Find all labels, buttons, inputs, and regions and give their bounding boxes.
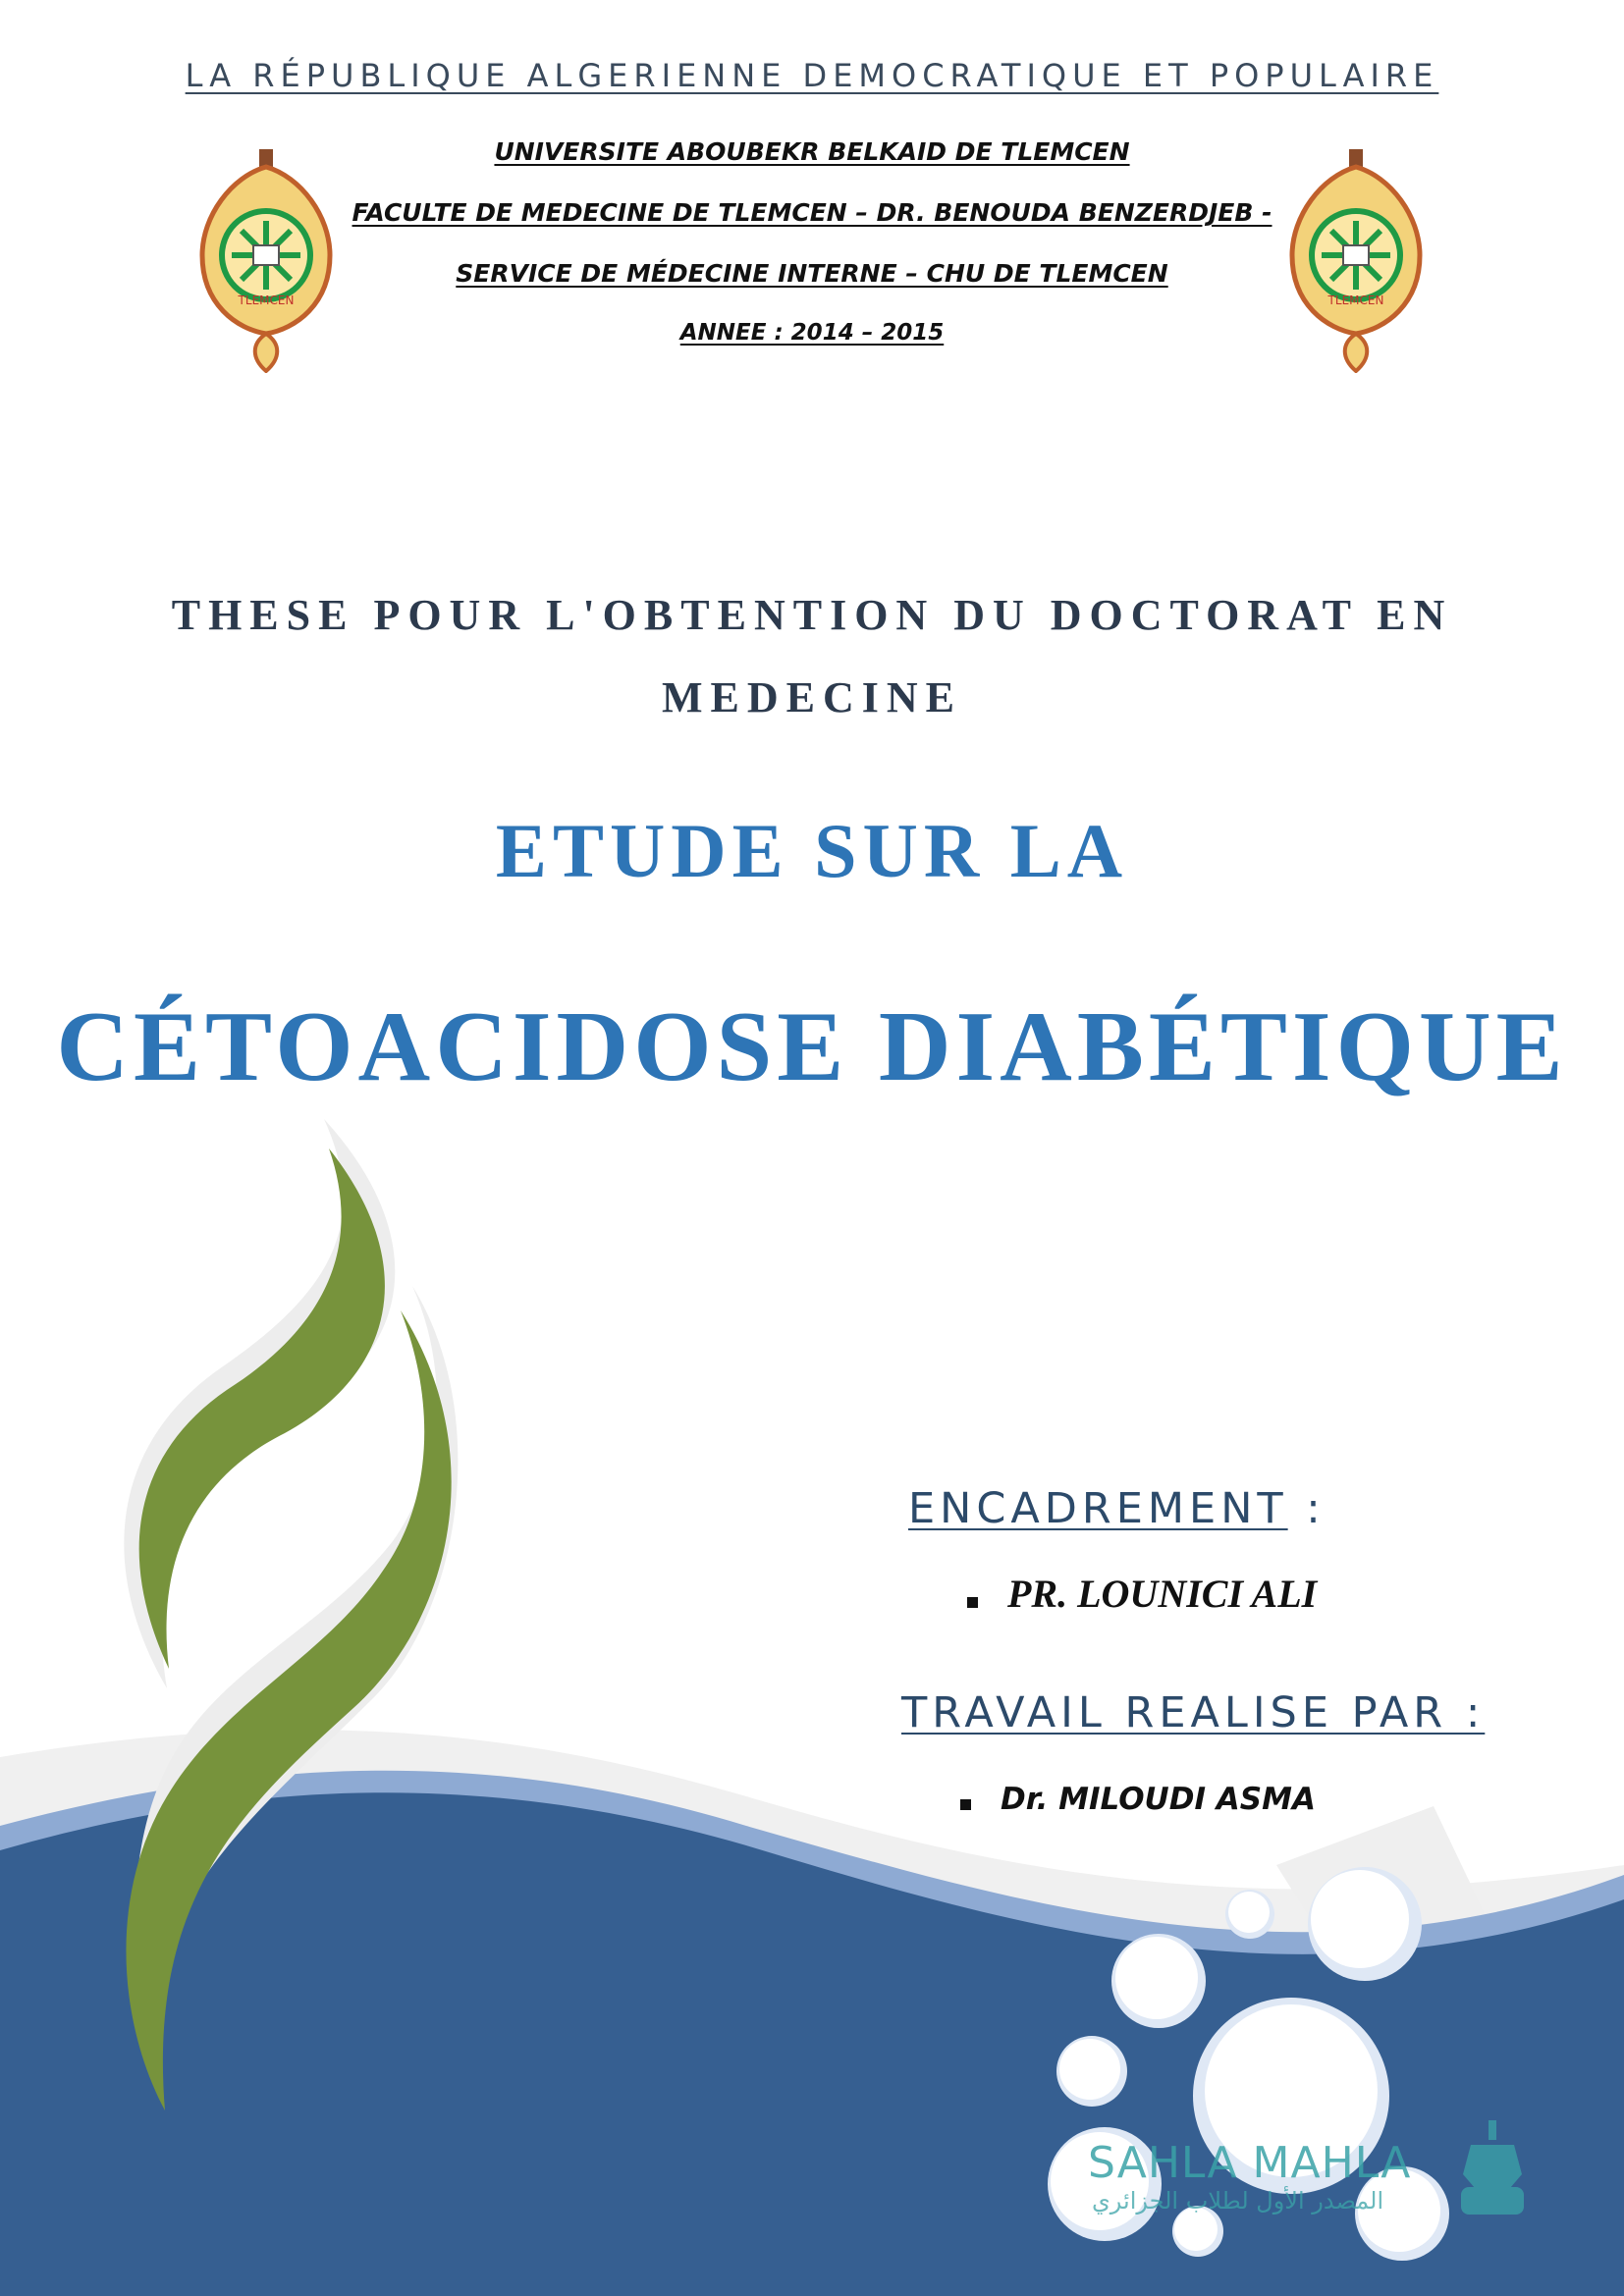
republic-heading: LA RÉPUBLIQUE ALGERIENNE DEMOCRATIQUE ET POPULAIRE <box>185 57 1439 94</box>
title-line-1: ETUDE SUR LA <box>495 808 1129 893</box>
academic-year: ANNEE : 2014 – 2015 <box>679 320 945 346</box>
thesis-heading <box>98 574 1526 739</box>
faculty-name: FACULTE DE MEDECINE DE TLEMCEN – DR. BENOUDA BENZERDJEB - <box>352 198 1272 227</box>
bullet-icon <box>967 1597 978 1608</box>
watermark-brand: SAHLA MAHLA <box>1088 2138 1412 2188</box>
university-seal-left <box>192 147 340 373</box>
author-item <box>960 1782 1316 1817</box>
university-seal-right <box>1282 147 1430 373</box>
service-name: SERVICE DE MÉDECINE INTERNE – CHU DE TLEMCEN <box>456 259 1168 288</box>
author-name: Dr. MILOUDI ASMA <box>1001 1782 1316 1817</box>
thesis-line-2: MEDECINE <box>661 673 963 721</box>
svg-text:TLEMCEN: TLEMCEN <box>1327 294 1384 307</box>
supervisor-name: PR. LOUNICI ALI <box>1007 1572 1318 1616</box>
svg-text:TLEMCEN: TLEMCEN <box>238 294 295 307</box>
author-label: TRAVAIL REALISE PAR : <box>901 1688 1486 1737</box>
thesis-line-1: THESE POUR L'OBTENTION DU DOCTORAT EN <box>171 591 1453 639</box>
watermark-subtitle: المصدر الأول لطلاب الجزائري <box>1092 2187 1384 2215</box>
supervisor-item <box>967 1571 1317 1617</box>
title-line-2: CÉTOACIDOSE DIABÉTIQUE <box>56 991 1568 1102</box>
bullet-icon <box>960 1799 971 1810</box>
supervision-label: ENCADREMENT : <box>908 1484 1326 1533</box>
university-name: UNIVERSITE ABOUBEKR BELKAID DE TLEMCEN <box>494 137 1130 166</box>
